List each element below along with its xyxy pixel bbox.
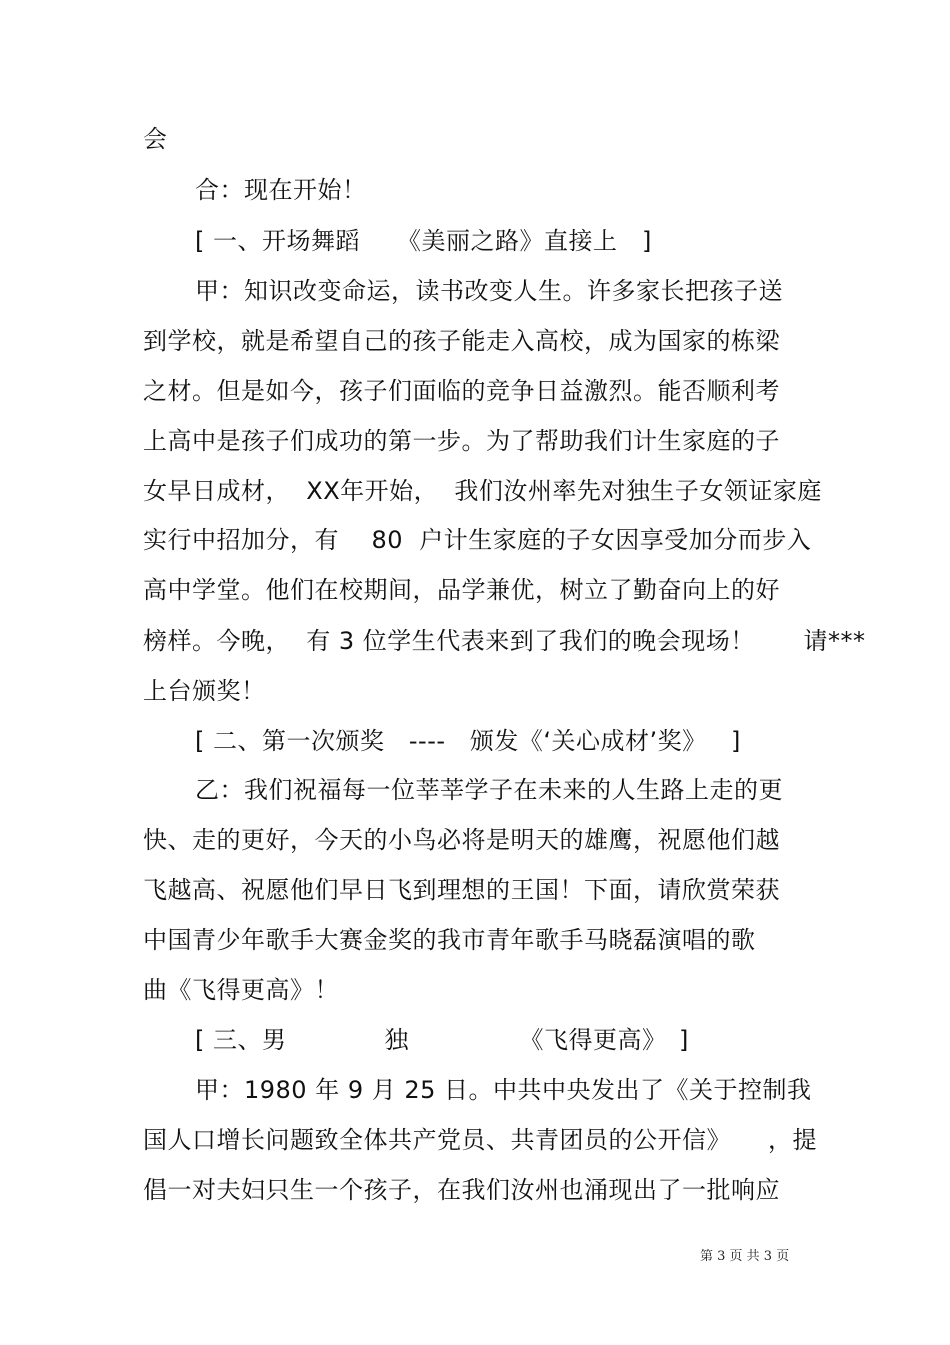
text-line-17: 中国青少年歌手大赛金奖的我市青年歌手马晓磊演唱的歌 xyxy=(143,926,756,954)
text-line-15: 快、走的更好，今天的小鸟必将是明天的雄鹰，祝愿他们越 xyxy=(143,826,780,854)
text-line-22: 倡一对夫妇只生一个孩子，在我们汝州也涌现出了一批响应 xyxy=(143,1176,780,1204)
text-line-4: 甲：知识改变命运，读书改变人生。许多家长把孩子送 xyxy=(195,277,783,305)
section-heading-3: [ 三、男 独 《飞得更高》 ] xyxy=(195,1026,689,1054)
text-line-7: 上高中是孩子们成功的第一步。为了帮助我们计生家庭的子 xyxy=(143,427,780,455)
text-line-2: 合：现在开始！ xyxy=(195,176,367,204)
section-heading-1: [ 一、开场舞蹈 《美丽之路》直接上 ] xyxy=(195,227,652,255)
page-number-footer: 第 3 页 共 3 页 xyxy=(700,1249,790,1264)
text-line-8: 女早日成材， XX年开始， 我们汝州率先对独生子女领证家庭 xyxy=(143,477,822,505)
text-line-10: 高中学堂。他们在校期间，品学兼优，树立了勤奋向上的好 xyxy=(143,576,780,604)
text-line-9: 实行中招加分，有 80 户计生家庭的子女因享受加分而步入 xyxy=(143,526,812,554)
text-line-20: 甲：1980 年 9 月 25 日。中共中央发出了《关于控制我 xyxy=(195,1076,812,1104)
text-line-14: 乙：我们祝福每一位莘莘学子在未来的人生路上走的更 xyxy=(195,776,783,804)
text-line-5: 到学校，就是希望自己的孩子能走入高校，成为国家的栋梁 xyxy=(143,327,780,355)
section-heading-2: [ 二、第一次颁奖 ---- 颁发《‘关心成材’奖》 ] xyxy=(195,727,741,755)
text-line-12: 上台颁奖！ xyxy=(143,677,266,705)
text-line-21: 国人口增长问题致全体共产党员、共青团员的公开信》 ，提 xyxy=(143,1126,817,1154)
text-line-11: 榜样。今晚， 有 3 位学生代表来到了我们的晚会现场！ 请*** xyxy=(143,627,866,655)
text-line-18: 曲《飞得更高》！ xyxy=(143,976,339,1004)
text-line-1: 会 xyxy=(143,125,168,153)
text-line-6: 之材。但是如今，孩子们面临的竞争日益激烈。能否顺利考 xyxy=(143,377,780,405)
text-line-16: 飞越高、祝愿他们早日飞到理想的王国！下面，请欣赏荣获 xyxy=(143,876,780,904)
